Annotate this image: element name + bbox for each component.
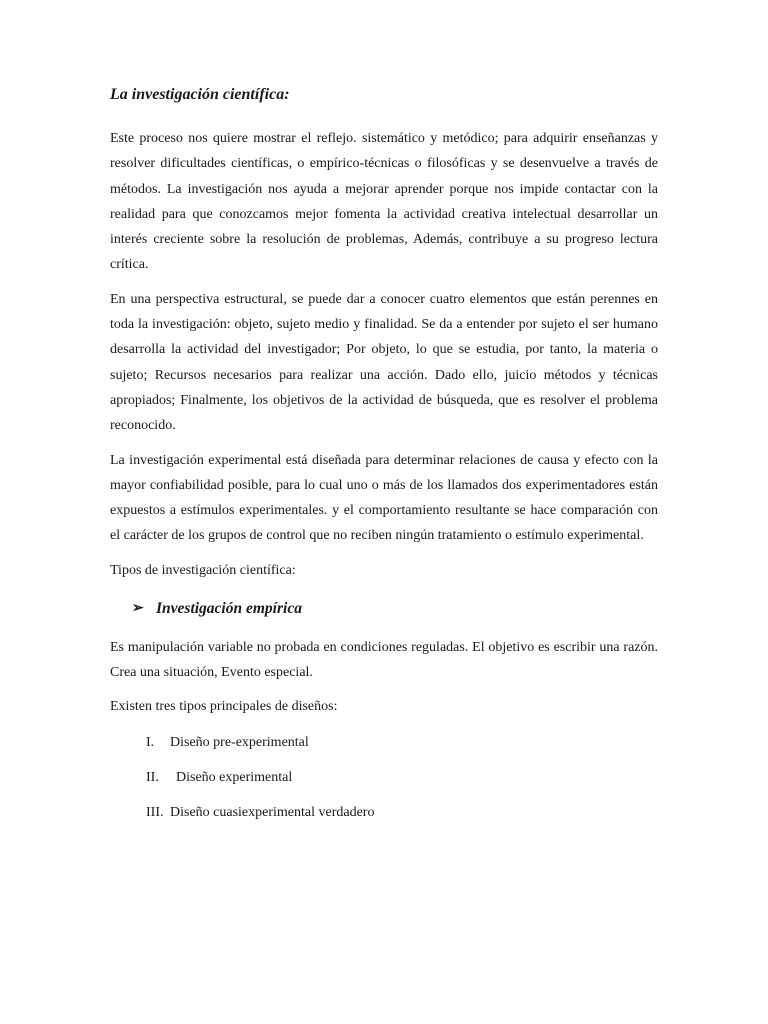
designs-list	[146, 731, 658, 825]
list-item	[146, 766, 658, 790]
designs-intro: Existen tres tipos principales de diseños:	[110, 699, 338, 715]
paragraph-experimental: La investigación experimental está diseñada para determinar relaciones de causa y efecto con la mayor confiabilidad posible, para lo cual uno o más de los llamados dos experimentadores están expuestos a estímulos experimentales. y el comportamiento resultante se hace comparación con el carácter de los grupos de control que no reciben ningún tratamiento o estímulo experimental.	[110, 452, 658, 544]
subheading-empirical	[132, 595, 658, 623]
list-number: III.	[146, 805, 164, 821]
list-item	[146, 731, 658, 755]
subheading-text: Investigación empírica	[156, 599, 302, 617]
list-label: Diseño cuasiexperimental verdadero	[170, 805, 375, 821]
list-item	[146, 801, 658, 825]
document-page	[110, 82, 658, 836]
list-number: I.	[146, 735, 155, 751]
paragraph-empirical: Es manipulación variable no probada en condiciones reguladas. El objetivo es escribir una razón. Crea una situación, Evento especial.	[110, 639, 658, 681]
paragraph-intro: Este proceso nos quiere mostrar el reflejo. sistemático y metódico; para adquirir enseñanzas y resolver dificultades científicas, o empírico-técnicas o filosóficas y se desenvuelve a través de métodos. La investigación nos ayuda a mejorar aprender porque nos impide contactar con la realidad para que conozcamos mejor fomenta la actividad creativa intelectual desarrollar un interés creciente sobre la resolución de problemas, Además, contribuye a su progreso lectura crítica.	[110, 131, 658, 273]
paragraph-structure: En una perspectiva estructural, se puede dar a conocer cuatro elementos que están perennes en toda la investigación: objeto, sujeto medio y finalidad. Se da a entender por sujeto el ser humano desarrolla la actividad del investigador; Por objeto, lo que se estudia, por tanto, la materia o sujeto; Recursos necesarios para realizar una acción. Dado ello, juicio métodos y técnicas apropiados; Finalmente, los objetivos de la actividad de búsqueda, que es resolver el problema reconocido.	[110, 291, 658, 434]
document-title: La investigación científica:	[110, 86, 290, 103]
arrow-bullet-icon: ➢	[132, 600, 144, 616]
types-label: Tipos de investigación científica:	[110, 562, 296, 578]
list-label: Diseño experimental	[176, 770, 293, 786]
list-label: Diseño pre-experimental	[170, 735, 309, 751]
list-number: II.	[146, 770, 159, 786]
